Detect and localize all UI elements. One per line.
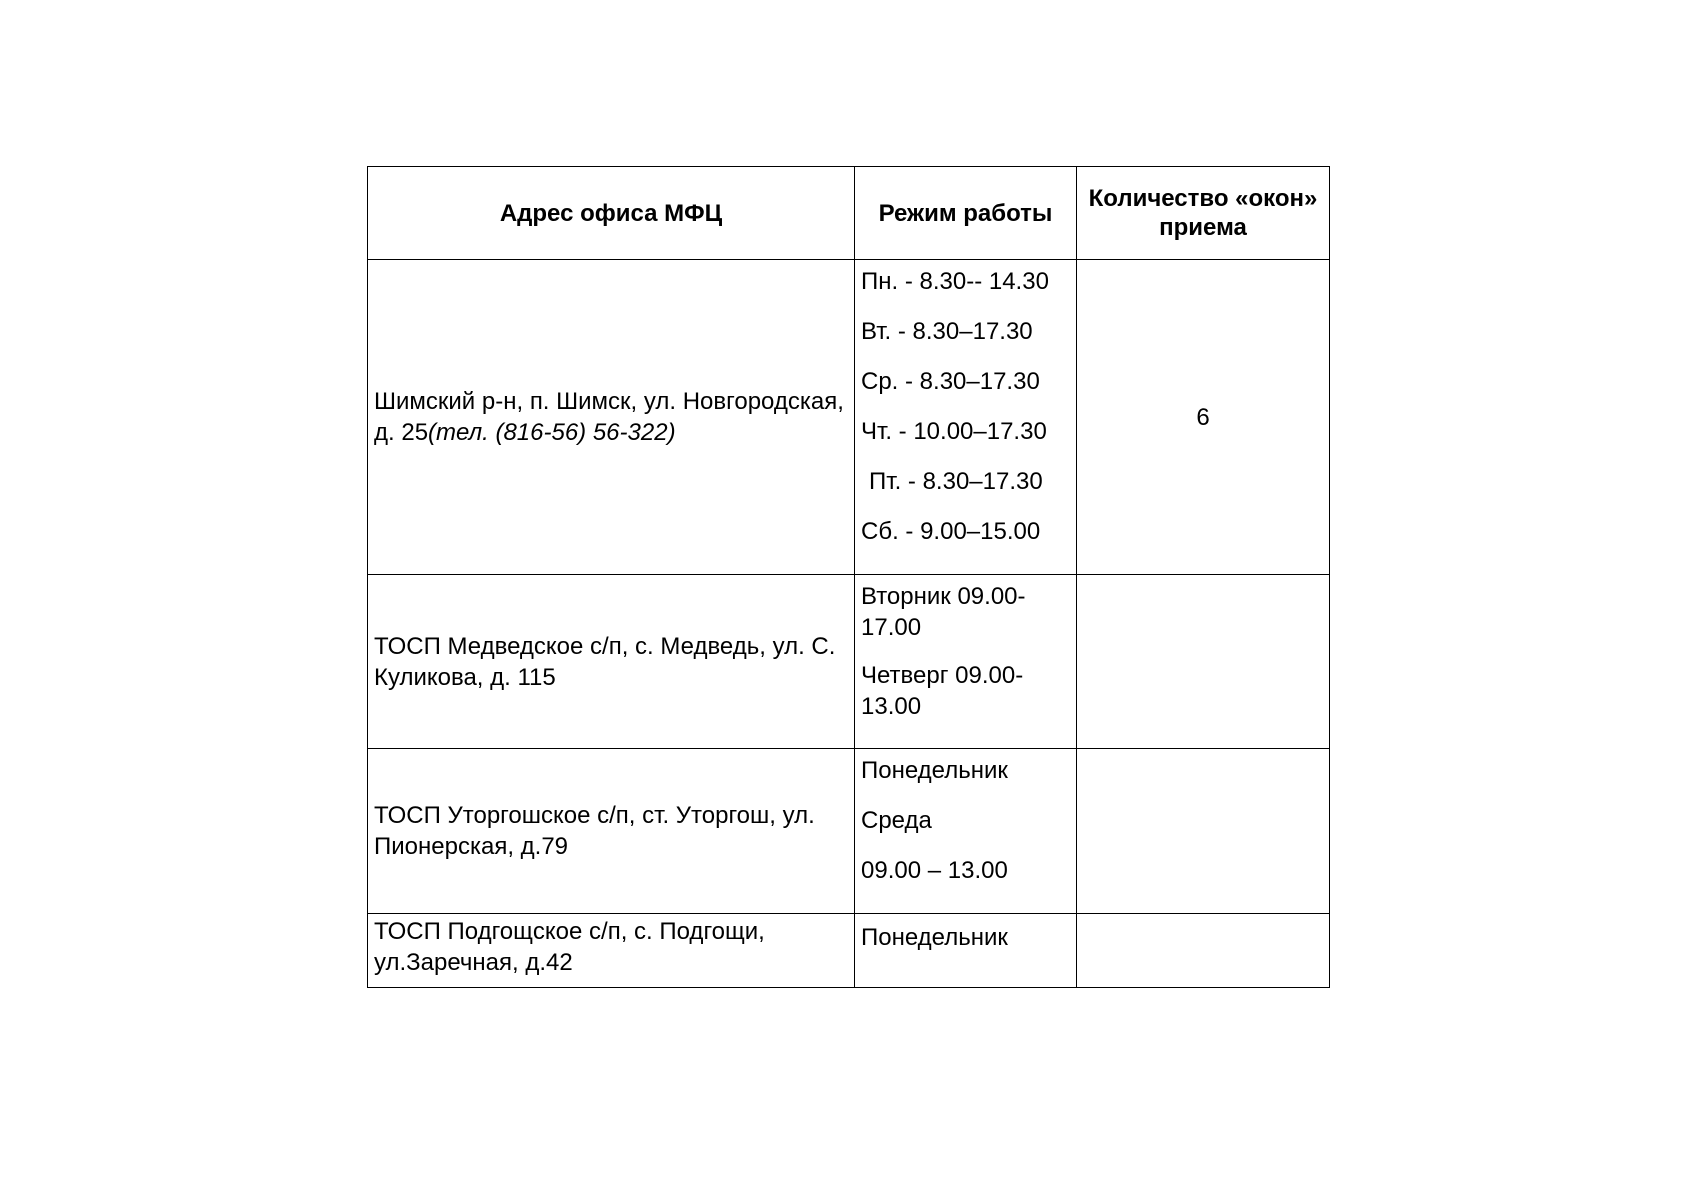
address-cell xyxy=(368,260,855,575)
schedule-cell xyxy=(855,749,1077,914)
office-phone: (тел. (816-56) 56-322) xyxy=(428,419,676,446)
table-row xyxy=(368,260,1330,575)
schedule-line: Среда xyxy=(861,807,932,834)
header-schedule: Режим работы xyxy=(855,167,1077,260)
office-address: ТОСП Подгощское с/п, с. Подгощи, ул.Заречная, д.42 xyxy=(368,914,855,988)
schedule-line: Понедельник xyxy=(861,924,1008,951)
schedule-cell xyxy=(855,575,1077,749)
windows-count xyxy=(1077,914,1330,988)
mfc-offices-table xyxy=(367,166,1330,988)
windows-count xyxy=(1077,749,1330,914)
schedule-line: Сб. - 9.00–15.00 xyxy=(861,518,1041,545)
schedule-line: Ср. - 8.30–17.30 xyxy=(861,368,1040,395)
header-windows: Количество «окон» приема xyxy=(1077,167,1330,260)
schedule-line: Вт. - 8.30–17.30 xyxy=(861,318,1033,345)
header-address: Адрес офиса МФЦ xyxy=(368,167,855,260)
schedule-cell xyxy=(855,260,1077,575)
windows-count xyxy=(1077,575,1330,749)
schedule-line: Чт. - 10.00–17.30 xyxy=(861,418,1047,445)
table-row xyxy=(368,575,1330,749)
schedule-line: Вторник 09.00-17.00 xyxy=(861,583,1026,641)
office-address: ТОСП Уторгошское с/п, ст. Уторгош, ул. Пионерская, д.79 xyxy=(368,749,855,914)
office-address: ТОСП Медведское с/п, с. Медведь, ул. С. Куликова, д. 115 xyxy=(368,575,855,749)
table-row xyxy=(368,914,1330,988)
schedule-cell xyxy=(855,914,1077,988)
schedule-line: Четверг 09.00-13.00 xyxy=(861,662,1024,720)
office-address: Шимский р-н, п. Шимск, ул. Новгородская, д. 25 xyxy=(374,388,844,446)
schedule-line: 09.00 – 13.00 xyxy=(861,857,1008,884)
schedule-line: Пт. - 8.30–17.30 xyxy=(869,468,1043,495)
table-row xyxy=(368,749,1330,914)
table-header-row xyxy=(368,167,1330,260)
schedule-line: Пн. - 8.30-- 14.30 xyxy=(861,268,1049,295)
schedule-line: Понедельник xyxy=(861,757,1008,784)
windows-count: 6 xyxy=(1077,260,1330,575)
